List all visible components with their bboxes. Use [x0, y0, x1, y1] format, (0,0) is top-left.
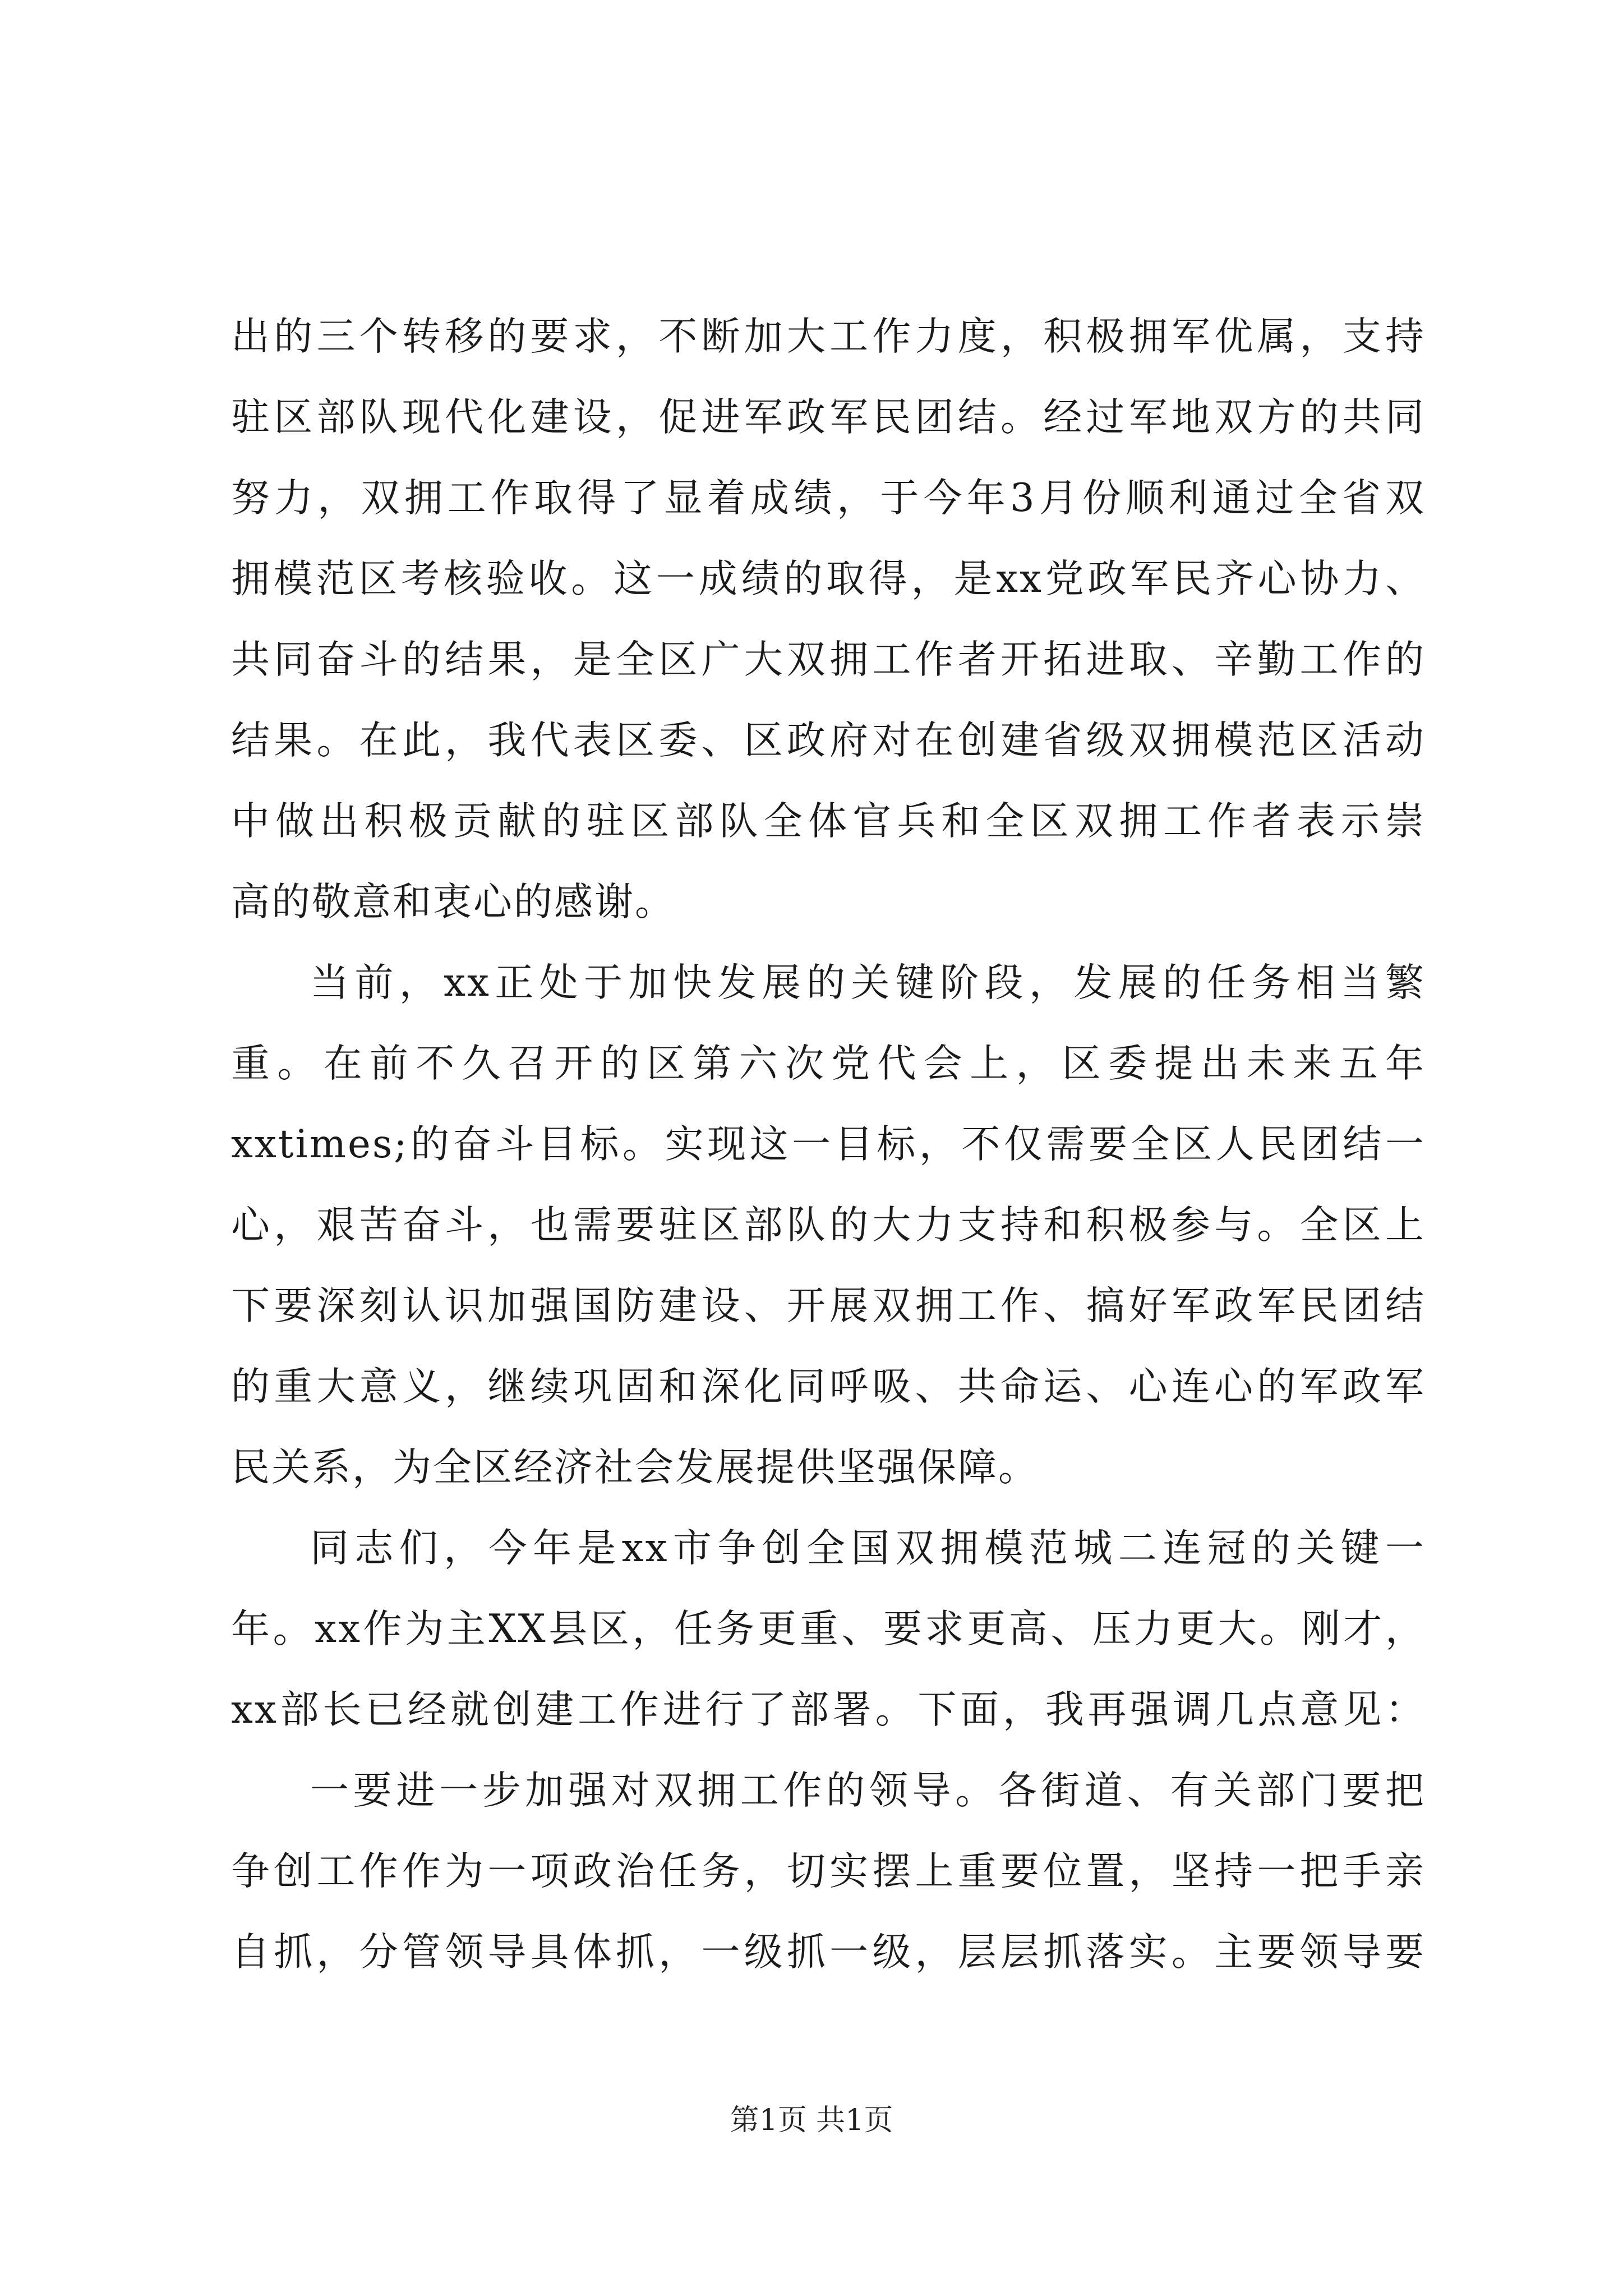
text-line: xx部长已经就创建工作进行了部署。下面，我再强调几点意见：: [231, 1687, 1426, 1732]
paragraph-3: [231, 1508, 1426, 1750]
text-line: 重。在前不久召开的区第六次党代会上，区委提出未来五年: [231, 1041, 1426, 1086]
document-body: [231, 296, 1426, 1993]
text-line: 民关系，为全区经济社会发展提供坚强保障。: [231, 1445, 1039, 1490]
page-number-label: 第1页 共1页: [730, 2104, 893, 2137]
page-footer: [0, 2101, 1623, 2140]
text-line: 一要进一步加强对双拥工作的领导。各街道、有关部门要把: [310, 1768, 1426, 1813]
text-line: 高的敬意和衷心的感谢。: [231, 880, 675, 924]
text-line: 的重大意义，继续巩固和深化同呼吸、共命运、心连心的军政军: [231, 1364, 1426, 1409]
text-line: 同志们，今年是xx市争创全国双拥模范城二连冠的关键一: [310, 1526, 1426, 1571]
paragraph-2: [231, 942, 1426, 1508]
text-line: 驻区部队现代化建设，促进军政军民团结。经过军地双方的共同: [231, 395, 1426, 440]
text-line: 共同奋斗的结果，是全区广大双拥工作者开拓进取、辛勤工作的: [231, 637, 1426, 682]
text-line: 心，艰苦奋斗，也需要驻区部队的大力支持和积极参与。全区上: [231, 1203, 1426, 1248]
text-line: 结果。在此，我代表区委、区政府对在创建省级双拥模范区活动: [231, 718, 1426, 763]
text-line: 年。xx作为主XX县区，任务更重、要求更高、压力更大。刚才，: [231, 1607, 1426, 1651]
paragraph-1: [231, 296, 1426, 942]
text-line: xxtimes;的奋斗目标。实现这一目标，不仅需要全区人民团结一: [231, 1122, 1426, 1167]
text-line: 当前，xx正处于加快发展的关键阶段，发展的任务相当繁: [310, 960, 1426, 1005]
text-line: 努力，双拥工作取得了显着成绩，于今年3月份顺利通过全省双: [231, 476, 1426, 521]
text-line: 中做出积极贡献的驻区部队全体官兵和全区双拥工作者表示崇: [231, 799, 1426, 844]
text-line: 自抓，分管领导具体抓，一级抓一级，层层抓落实。主要领导要: [231, 1930, 1426, 1975]
text-line: 争创工作作为一项政治任务，切实摆上重要位置，坚持一把手亲: [231, 1849, 1426, 1894]
text-line: 下要深刻认识加强国防建设、开展双拥工作、搞好军政军民团结: [231, 1283, 1426, 1328]
text-line: 出的三个转移的要求，不断加大工作力度，积极拥军优属，支持: [231, 314, 1426, 359]
text-line: 拥模范区考核验收。这一成绩的取得，是xx党政军民齐心协力、: [231, 556, 1426, 601]
paragraph-4: [231, 1750, 1426, 1993]
